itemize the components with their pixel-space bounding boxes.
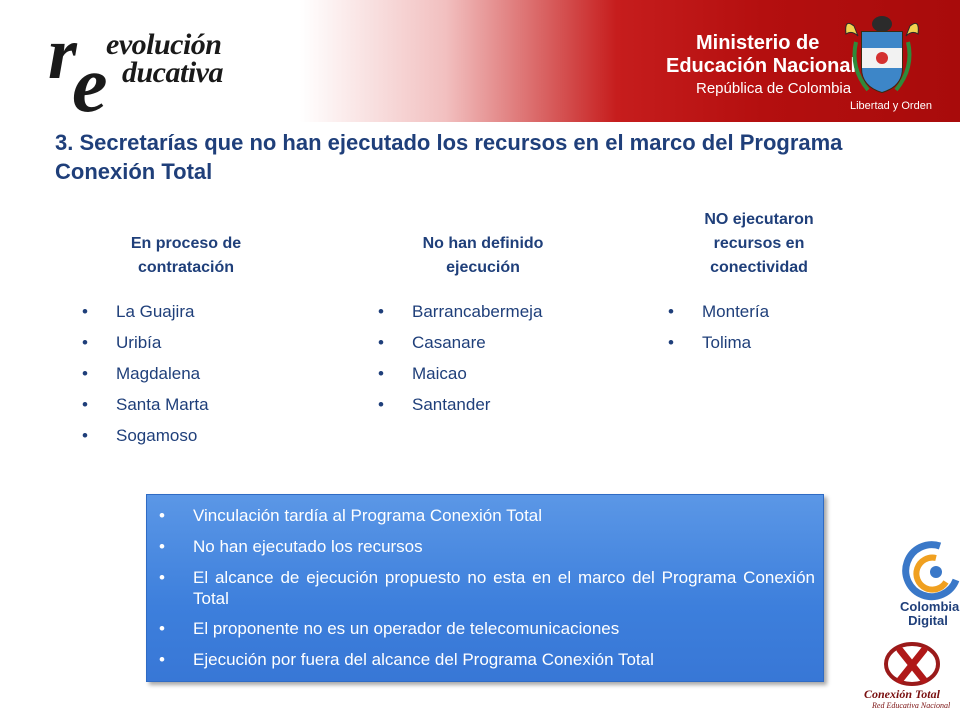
header-banner <box>0 0 960 129</box>
ministry-name <box>666 32 857 100</box>
logo-initial-e: e <box>72 41 108 129</box>
reason-item: • No han ejecutado los recursos <box>159 536 815 557</box>
list-item: • Santa Marta <box>80 395 300 426</box>
colombia-digital-wordmark <box>900 599 960 628</box>
list-item: • Sogamoso <box>80 426 300 457</box>
reason-item: • Ejecución por fuera del alcance del Programa Conexión Total <box>159 649 815 670</box>
reasons-box <box>146 494 824 682</box>
column-heading-en-proceso: En proceso de contratación <box>130 235 242 276</box>
list-item: • Magdalena <box>80 364 300 395</box>
list-item: • La Guajira <box>80 302 300 333</box>
logo-word-educativa: ducativa <box>122 56 223 89</box>
column-heading-no-ejecutaron: NO ejecutaron recursos en conectividad <box>704 211 814 276</box>
ministry-motto: Libertad y Orden <box>850 100 932 112</box>
list-no-definido <box>376 302 606 426</box>
list-en-proceso <box>80 302 300 457</box>
list-item: • Maicao <box>376 364 606 395</box>
colombia-coat-of-arms-icon <box>842 12 922 98</box>
reason-item: • Vinculación tardía al Programa Conexión Total <box>159 505 815 526</box>
conexion-total-logo-icon <box>880 638 944 690</box>
colombia-digital-line-1: Colombia <box>900 599 960 614</box>
revolucion-educativa-logo <box>44 13 254 129</box>
column-heading-no-definido: No han definido ejecución <box>422 235 544 276</box>
list-item: • Uribía <box>80 333 300 364</box>
list-item: • Santander <box>376 395 606 426</box>
reason-item: • El proponente no es un operador de telecomunicaciones <box>159 618 815 639</box>
conexion-total-subtitle: Red Educativa Nacional <box>872 701 951 710</box>
colombia-digital-logo-icon <box>896 540 960 602</box>
list-no-ejecutaron <box>666 302 866 364</box>
reasons-list <box>159 505 815 680</box>
ministry-line-3: República de Colombia <box>696 80 852 97</box>
reason-item: • El alcance de ejecución propuesto no esta en el marco del Programa Conexión Total <box>159 567 815 609</box>
conexion-total-wordmark: Conexión Total <box>864 687 940 701</box>
list-item: • Casanare <box>376 333 606 364</box>
logo-word-revolucion: evolución <box>106 28 222 61</box>
list-item: • Tolima <box>666 333 866 364</box>
list-item: • Montería <box>666 302 866 333</box>
ministry-line-2: Educación Nacional <box>666 55 857 77</box>
list-item: • Barrancabermeja <box>376 302 606 333</box>
colombia-digital-line-2: Digital <box>908 613 948 628</box>
ministry-line-1: Ministerio de <box>696 32 820 54</box>
logo-initial-r: r <box>48 13 77 95</box>
page-title: 3. Secretarías que no han ejecutado los recursos en el marco del Programa Conexión Total <box>55 130 843 184</box>
